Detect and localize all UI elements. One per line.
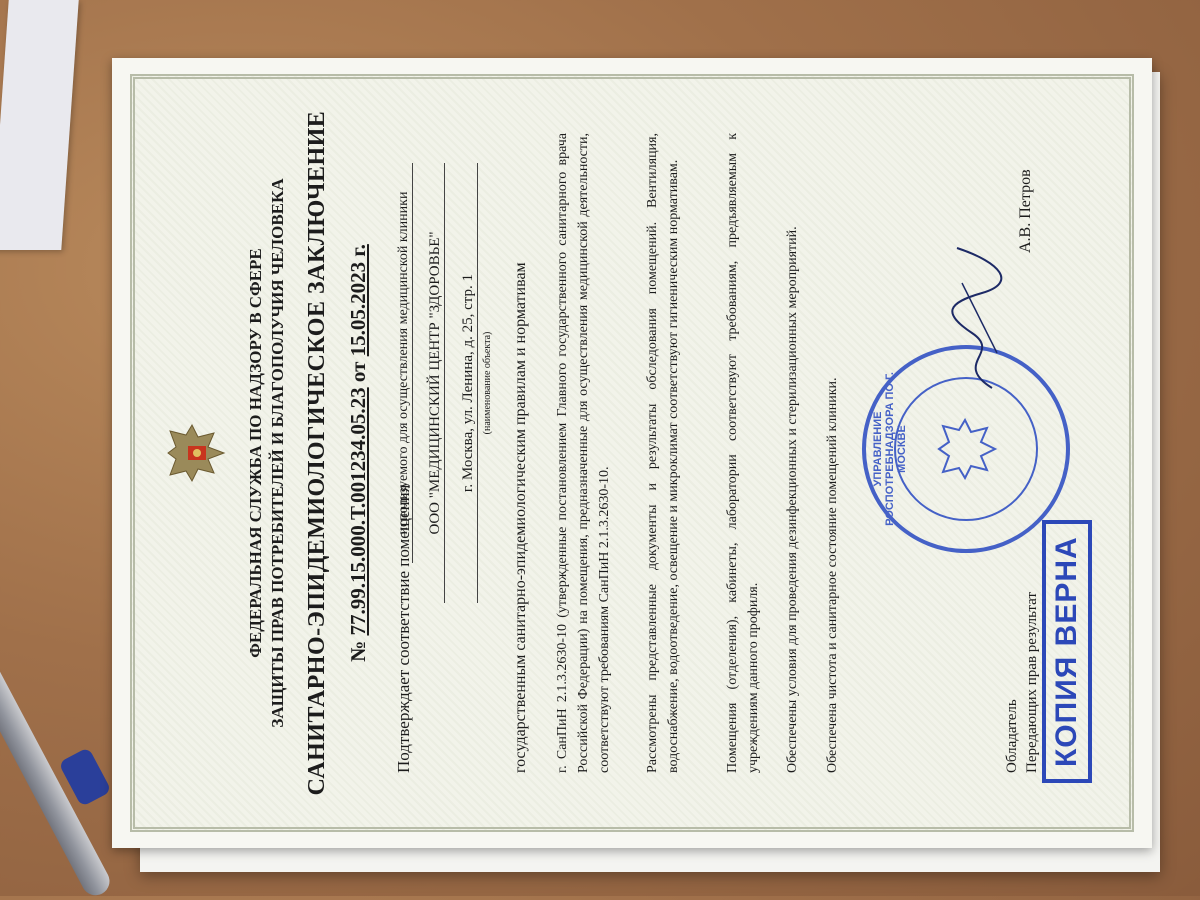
underlying-paper bbox=[0, 0, 79, 250]
agency-title-line2: ЗАЩИТЫ ПРАВ ПОТРЕБИТЕЛЕЙ И БЛАГОПОЛУЧИЯ ЧЕЛОВЕКА bbox=[268, 178, 287, 728]
paragraph-4: Обеспечены условия для проведения дезинфекционных и стерилизационных мероприятий. bbox=[785, 226, 800, 773]
address: г. Москва, ул. Ленина, д. 25, стр. 1 bbox=[460, 163, 478, 603]
signer-left-line1: Обладатель bbox=[1004, 699, 1020, 773]
certificate-content bbox=[142, 93, 1122, 813]
signer-name: А.В. Петров bbox=[1017, 169, 1034, 253]
seal-text: УПРАВЛЕНИЕ РОСПОТРЕБНАДЗОРА ПО Г. МОСКВЕ bbox=[872, 372, 908, 526]
paragraph-1: г. СанПиН 2.1.3.2630-10 (утвержденные постановлением Главного государственного санитарного врача Российской Федерации) на помещения, предназначенные для осуществления медицинской деятельности, соответствуют требованиям СанПиН 2.1.3.2630-10. bbox=[555, 133, 612, 773]
number-prefix: № bbox=[346, 640, 370, 662]
organization-name: ООО "МЕДИЦИНСКИЙ ЦЕНТР "ЗДОРОВЬЕ" bbox=[427, 163, 445, 603]
document-number-line bbox=[346, 93, 371, 813]
certificate-sheet bbox=[112, 58, 1152, 848]
confirms-row bbox=[394, 133, 414, 773]
paragraph-2: Рассмотрены представленные документы и результаты обследования помещений. Вентиляция, водоснабжение, водоотведение, освещение и микроклимат соответствуют гигиеническим нормативам. bbox=[645, 133, 681, 773]
address-caption: (наименование объекта) bbox=[482, 331, 493, 435]
document-date: 15.05.2023 г. bbox=[346, 244, 370, 357]
agency-title-line1: ФЕДЕРАЛЬНАЯ СЛУЖБА ПО НАДЗОРУ В СФЕРЕ bbox=[246, 248, 265, 658]
paragraph-5: Обеспечена чистота и санитарное состояние помещений клиники. bbox=[825, 377, 840, 773]
document-title: САНИТАРНО-ЭПИДЕМИОЛОГИЧЕСКОЕ ЗАКЛЮЧЕНИЕ bbox=[304, 110, 330, 796]
coat-of-arms-icon bbox=[160, 417, 240, 489]
handwritten-signature bbox=[942, 243, 1017, 393]
date-prefix: от bbox=[346, 361, 370, 383]
seal-inner-ring bbox=[894, 377, 1038, 521]
confirms-label: Подтверждает соответствие помещения bbox=[394, 484, 413, 773]
standard-line: государственным санитарно-эпидемиологическим правилам и нормативам bbox=[512, 262, 529, 773]
paragraph-3: Помещения (отделения), кабинеты, лаборатории соответствуют требованиям, предъявляемым к учреждениям данного профиля. bbox=[725, 133, 761, 773]
signer-left-block bbox=[1002, 592, 1042, 773]
signer-left-line2: Передающих прав результат bbox=[1024, 592, 1040, 773]
document-number: 77.99.15.000.Т.001234.05.23 bbox=[346, 387, 370, 636]
object-type: используемого для осуществления медицинской клиники bbox=[396, 163, 413, 563]
copy-verified-stamp: КОПИЯ ВЕРНА bbox=[1042, 520, 1092, 783]
